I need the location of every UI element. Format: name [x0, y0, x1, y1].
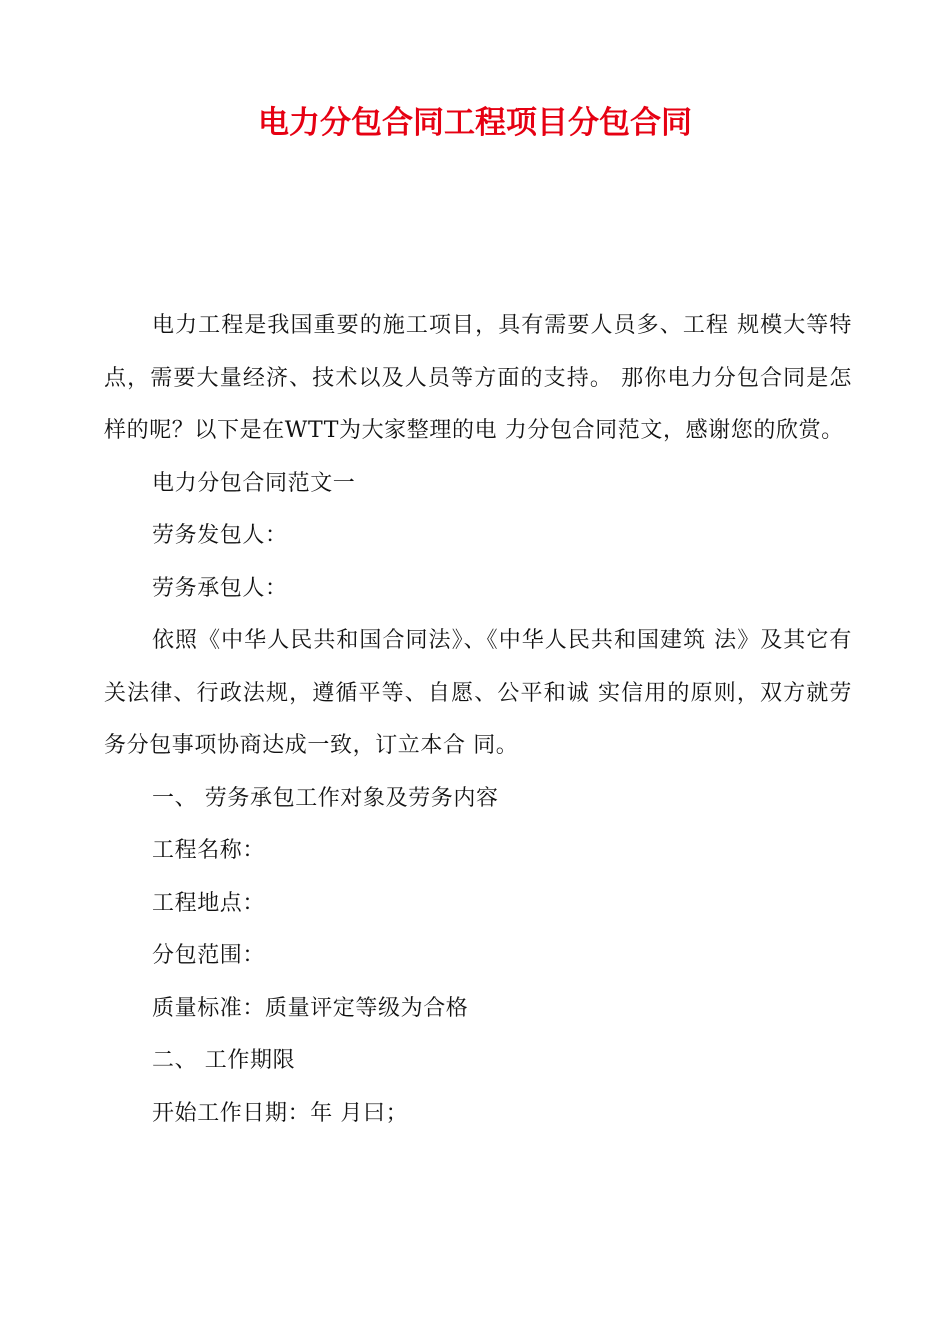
paragraph-start-date: 开始工作日期：年 月曰；	[152, 1100, 409, 1126]
paragraph-legal-basis: 依照《中华人民共和国合同法》、《中华人民共和国建筑 法》及其它有关法律、行政法规，遵循平等、自愿、公平和诚 实信用的原则，双方就劳务分包事项协商达成一致，订立本合 同。	[104, 628, 852, 758]
paragraph-intro: 电力工程是我国重要的施工项目，具有需要人员多、工程 规模大等特点，需要大量经济、技术以及人员等方面的支持。 那你电力分包合同是怎样的呢？以下是在WTT为大家整理的电 力分包合同范文，感谢您的欣赏。	[104, 313, 852, 443]
paragraph-project-name: 工程名称：	[152, 838, 266, 863]
paragraph-project-location: 工程地点：	[152, 890, 266, 916]
paragraph-sample-heading: 电力分包合同范文一	[152, 470, 356, 496]
paragraph-scope: 分包范围：	[152, 943, 266, 968]
document-body	[104, 300, 852, 1140]
paragraph-quality-standard: 质量标准：质量评定等级为合格	[152, 995, 469, 1021]
paragraph-subcontractor: 劳务承包人：	[152, 575, 288, 601]
paragraph-contractor: 劳务发包人：	[152, 523, 288, 548]
paragraph-section-two: 二、 工作期限	[152, 1048, 296, 1073]
document-title: 电力分包合同工程项目分包合同	[258, 105, 692, 141]
paragraph-section-one: 一、 劳务承包工作对象及劳务内容	[152, 785, 499, 811]
